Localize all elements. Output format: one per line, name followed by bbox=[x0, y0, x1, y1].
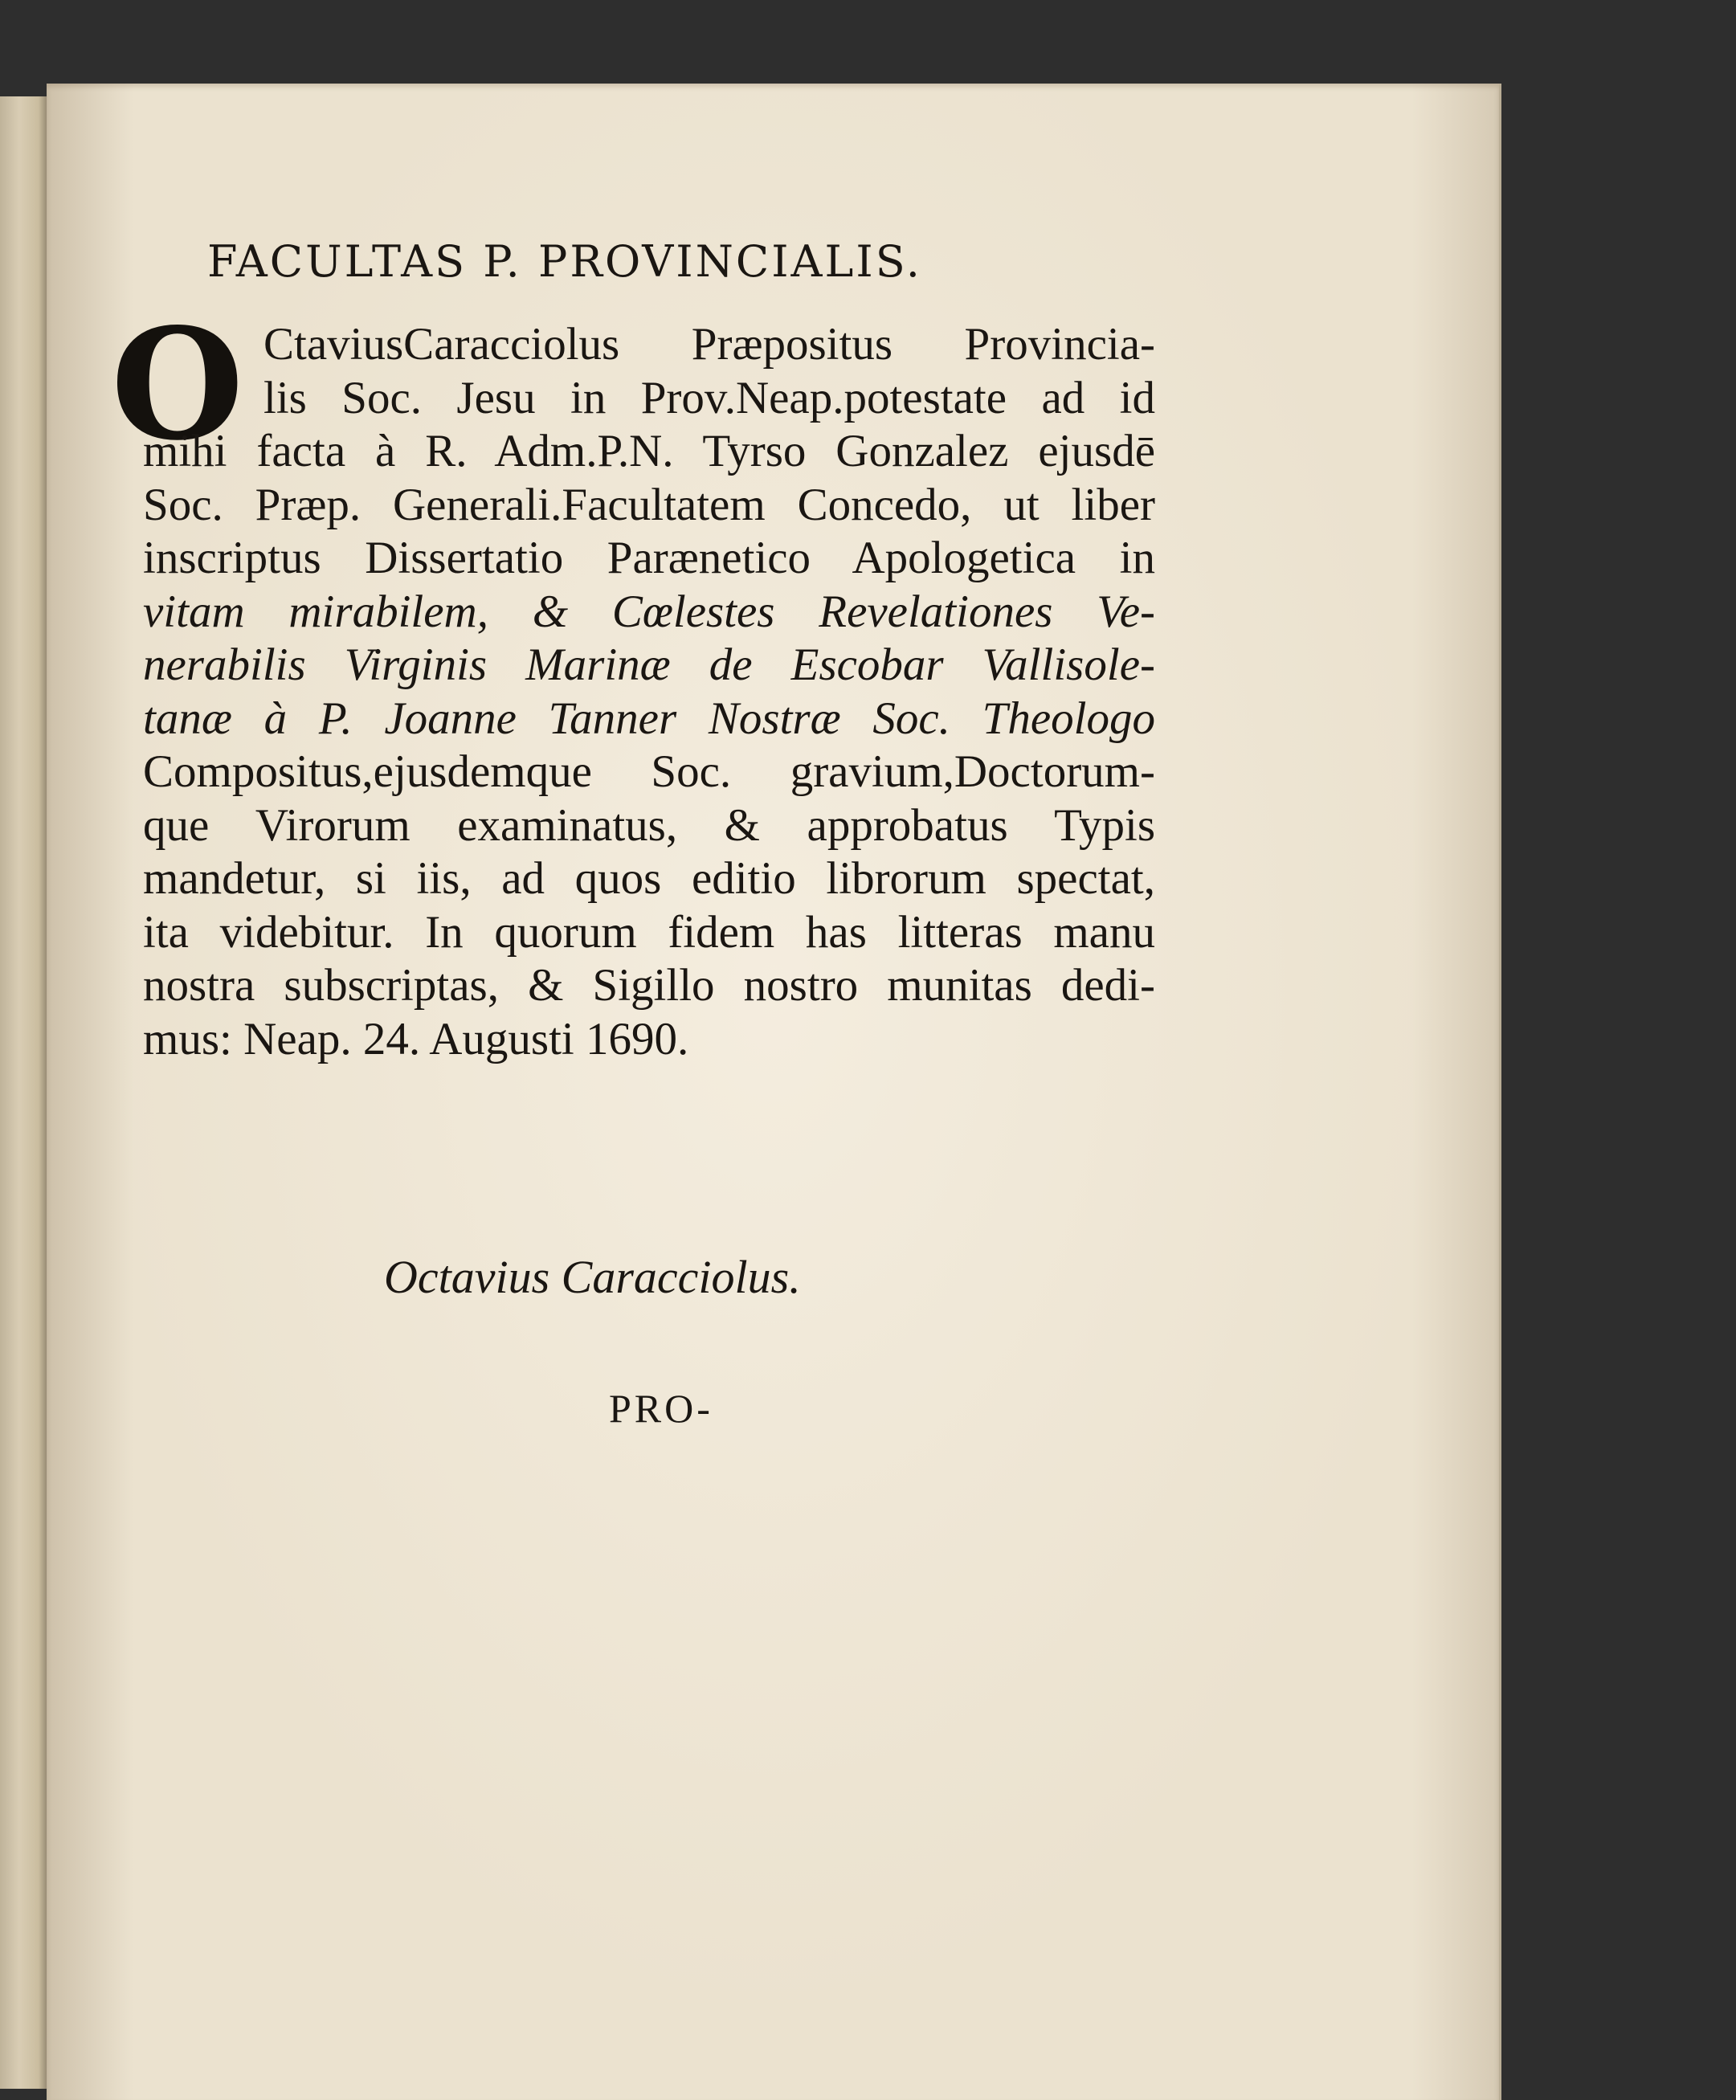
book-page bbox=[47, 84, 1501, 2100]
text-line-4: Soc. Præp. Generali.Facultatem Concedo, ut liber bbox=[143, 479, 1155, 530]
text-line-12: ita videbitur. In quorum fidem has litteras manu bbox=[143, 906, 1155, 958]
text-line-1: CtaviusCaracciolus Præpositus Provincia- bbox=[263, 319, 1155, 370]
left-page-edge bbox=[0, 96, 48, 2089]
text-line-5: inscriptus Dissertatio Parænetico Apologetica in bbox=[143, 533, 1155, 583]
text-line-8: tanæ à P. Joanne Tanner Nostræ Soc. Theologo bbox=[143, 693, 1155, 744]
page-heading: FACULTAS P. PROVINCIALIS. bbox=[207, 236, 922, 287]
text-line-13: nostra subscriptas, & Sigillo nostro munitas dedi- bbox=[143, 960, 1155, 1011]
body-paragraph bbox=[143, 318, 1155, 1066]
text-line-11: mandetur, si iis, ad quos editio librorum spectat, bbox=[143, 853, 1155, 904]
text-line-14: mus: Neap. 24. Augusti 1690. bbox=[143, 1013, 689, 1064]
text-line-3: mihi facta à R. Adm.P.N. Tyrso Gonzalez ejusdē bbox=[143, 426, 1155, 476]
drop-capital: O bbox=[111, 295, 244, 474]
text-line-9: Compositus,ejusdemque Soc. gravium,Doctorum- bbox=[143, 746, 1155, 797]
catchword: PRO- bbox=[609, 1386, 713, 1431]
text-line-10: que Virorum examinatus, & approbatus Typis bbox=[143, 799, 1155, 851]
text-line-7: nerabilis Virginis Marinæ de Escobar Vallisole- bbox=[143, 639, 1155, 690]
text-line-2: lis Soc. Jesu in Prov.Neap.potestate ad id bbox=[263, 372, 1155, 423]
text-line-6: vitam mirabilem, & Cœlestes Revelationes Ve- bbox=[143, 586, 1155, 637]
signature-line: Octavius Caracciolus. bbox=[384, 1251, 801, 1303]
